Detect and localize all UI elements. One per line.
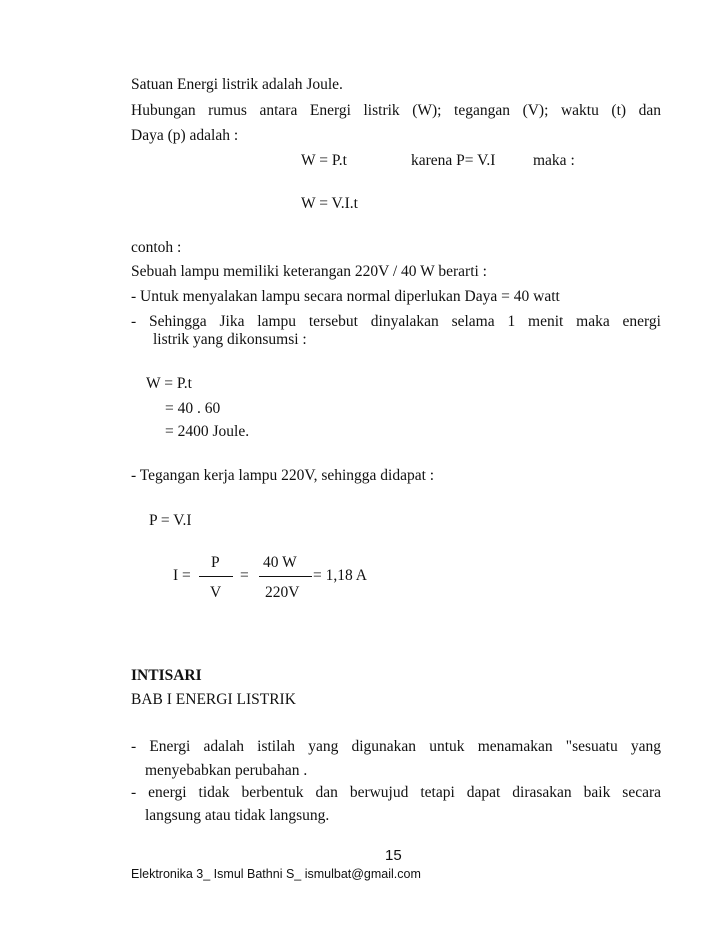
page-footer: Elektronika 3_ Ismul Bathni S_ ismulbat@gmail.com: [131, 867, 421, 881]
calc-line-2: = 40 . 60: [165, 400, 221, 417]
fraction-1-denominator: V: [210, 584, 222, 601]
page-number: 15: [385, 847, 402, 864]
example-bullet-2-line-2: listrik yang dikonsumsi :: [153, 331, 307, 348]
intro-line-1: Satuan Energi listrik adalah Joule.: [131, 76, 343, 93]
fraction-2-denominator: 220V: [265, 584, 300, 601]
formula-karena: karena P= V.I: [411, 152, 496, 169]
fraction-1-bar: [199, 576, 233, 577]
summary-item-2-line-1: - energi tidak berbentuk dan berwujud tetapi dapat dirasakan baik secara: [131, 784, 661, 801]
intro-line-2: Hubungan rumus antara Energi listrik (W); tegangan (V); waktu (t) dan: [131, 102, 661, 119]
formula-w-vit: W = V.I.t: [301, 195, 358, 212]
example-lamp: Sebuah lampu memiliki keterangan 220V / 40 W berarti :: [131, 263, 487, 280]
summary-heading: INTISARI: [131, 667, 202, 684]
fraction-2-bar: [259, 576, 312, 577]
equals-sign: =: [240, 567, 249, 584]
example-bullet-2-line-1: - Sehingga Jika lampu tersebut dinyalakan selama 1 menit maka energi: [131, 313, 661, 330]
formula-maka: maka :: [533, 152, 575, 169]
summary-item-1-line-1: - Energi adalah istilah yang digunakan untuk menamakan "sesuatu yang: [131, 738, 661, 755]
example-bullet-3: - Tegangan kerja lampu 220V, sehingga didapat :: [131, 467, 435, 484]
current-result: = 1,18 A: [313, 567, 367, 584]
fraction-2-numerator: 40 W: [263, 554, 297, 571]
summary-item-1-line-2: menyebabkan perubahan .: [145, 762, 308, 779]
example-label: contoh :: [131, 239, 182, 256]
current-eq-label: I =: [173, 567, 191, 584]
example-bullet-1: - Untuk menyalakan lampu secara normal diperlukan Daya = 40 watt: [131, 288, 560, 305]
formula-w-pt: W = P.t: [301, 152, 347, 169]
power-formula: P = V.I: [149, 512, 192, 529]
calc-line-1: W = P.t: [146, 375, 192, 392]
fraction-1-numerator: P: [211, 554, 220, 571]
summary-subheading: BAB I ENERGI LISTRIK: [131, 691, 296, 708]
intro-line-3: Daya (p) adalah :: [131, 127, 239, 144]
summary-item-2-line-2: langsung atau tidak langsung.: [145, 807, 330, 824]
calc-line-3: = 2400 Joule.: [165, 423, 250, 440]
